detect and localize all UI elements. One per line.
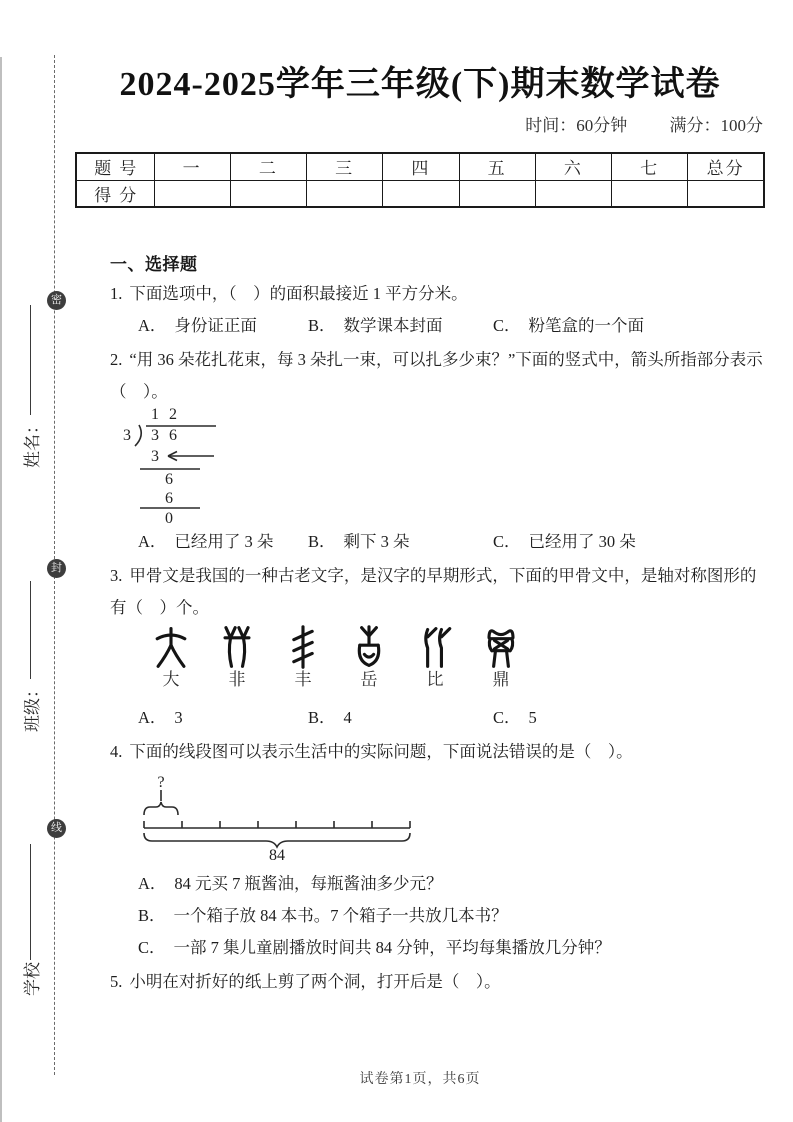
option-a-text: 84 元买 7 瓶酱油，每瓶酱油多少元？ — [174, 874, 443, 893]
question-3-text: 甲骨文是我国的一种古老文字，是汉字的早期形式，下面的甲骨文中，是轴对称图形的有（ ）个。 — [110, 566, 757, 617]
option-b — [308, 704, 493, 728]
section-heading: 一、选择题 — [110, 255, 198, 274]
score-table-score-row — [76, 180, 764, 207]
option-a-text: 身份证正面 — [174, 316, 257, 335]
page-number: 试卷第1页，共6页 — [359, 1072, 481, 1087]
oracle-glyph-yue-icon — [349, 624, 389, 670]
oracle-glyph-ding — [478, 624, 524, 690]
question-number-label: 题号 — [76, 153, 154, 180]
seal-char-feng: 封 — [47, 559, 66, 578]
option-b-text: 一个箱子放 84 本书。7 个箱子一共放几本书？ — [173, 906, 508, 925]
option-a-label: A． — [138, 708, 167, 727]
segment-unknown-label: ? — [157, 774, 165, 791]
question-2-text: “用 36 朵花扎花束，每 3 朵扎一束，可以扎多少束？”下面的竖式中，箭头所指部分表示（ ）。 — [110, 350, 763, 401]
col-4: 四 — [383, 153, 459, 180]
glyph-label: 鼎 — [492, 670, 510, 689]
option-c-label: C． — [138, 938, 166, 957]
question-4-text: 下面的线段图可以表示生活中的实际问题，下面说法错误的是（ ）。 — [129, 742, 633, 761]
col-2: 二 — [230, 153, 306, 180]
option-b-text: 4 — [343, 708, 352, 727]
division-dividend: 3 6 — [151, 427, 180, 444]
option-b-label: B． — [308, 316, 336, 335]
option-b-label: B． — [138, 906, 166, 925]
question-3-number: 3. — [110, 566, 123, 585]
oracle-glyph-feng-icon — [283, 624, 323, 670]
question-3 — [110, 560, 765, 730]
option-b-label: B． — [308, 708, 336, 727]
division-divisor: 3 — [123, 427, 134, 444]
oracle-glyph-bi — [412, 624, 458, 690]
score-table-header-row — [76, 153, 764, 180]
option-c-text: 粉笔盒的一个面 — [528, 316, 645, 335]
segment-overbrace — [144, 790, 178, 815]
exam-page — [75, 0, 765, 1122]
class-blank-line — [30, 581, 31, 679]
col-total: 总分 — [688, 153, 764, 180]
score-cell — [230, 180, 306, 207]
left-arrow-icon — [168, 452, 214, 461]
question-4-options — [110, 870, 765, 956]
option-b-text: 数学课本封面 — [343, 316, 443, 335]
class-label: 班级： — [22, 681, 42, 732]
option-b — [308, 528, 493, 552]
option-a — [110, 870, 765, 892]
oracle-glyph-bi-icon — [415, 624, 455, 670]
option-a — [138, 312, 308, 336]
oracle-bone-figure — [110, 624, 765, 690]
question-4 — [110, 736, 765, 956]
option-c-text: 已经用了 30 朵 — [528, 532, 636, 551]
oracle-glyph-ding-icon — [481, 624, 521, 670]
segment-underbrace — [144, 833, 410, 847]
question-5-text: 小明在对折好的纸上剪了两个洞，打开后是（ ）。 — [129, 972, 501, 991]
question-1-number: 1. — [110, 284, 123, 303]
option-c-label: C． — [493, 532, 521, 551]
option-c-label: C． — [493, 708, 521, 727]
exam-meta — [75, 111, 765, 136]
question-1-text: 下面选项中，（ ）的面积最接近 1 平方分米。 — [129, 284, 468, 303]
option-a — [138, 704, 308, 728]
option-c-label: C． — [493, 316, 521, 335]
option-b — [110, 902, 765, 924]
score-cell — [535, 180, 611, 207]
question-5-number: 5. — [110, 972, 123, 991]
option-b-text: 剩下 3 朵 — [343, 532, 410, 551]
division-step3: 6 — [165, 490, 176, 507]
name-field — [19, 288, 41, 468]
oracle-glyph-da-icon — [151, 624, 191, 670]
option-a-label: A． — [138, 316, 167, 335]
score-cell — [688, 180, 764, 207]
division-quotient: 1 2 — [151, 406, 180, 423]
option-a-text: 已经用了 3 朵 — [174, 532, 274, 551]
col-5: 五 — [459, 153, 535, 180]
option-a-label: A． — [138, 532, 167, 551]
segment-total-label: 84 — [269, 847, 285, 862]
option-b — [308, 312, 493, 336]
seal-char-mi: 密 — [47, 291, 66, 310]
col-3: 三 — [307, 153, 383, 180]
division-remainder: 0 — [165, 510, 176, 527]
name-blank-line — [30, 305, 31, 415]
division-lines — [116, 406, 246, 526]
glyph-label: 大 — [162, 670, 180, 689]
oracle-glyph-da — [148, 624, 194, 690]
option-c-text: 5 — [528, 708, 537, 727]
oracle-glyph-yue — [346, 624, 392, 690]
score-cell — [459, 180, 535, 207]
oracle-glyph-fei-icon — [217, 624, 257, 670]
score-label: 得分 — [76, 180, 154, 207]
glyph-label: 丰 — [294, 670, 312, 689]
option-a — [138, 528, 308, 552]
question-2 — [110, 344, 765, 554]
segment-line — [144, 821, 410, 828]
option-a-text: 3 — [174, 708, 183, 727]
question-2-number: 2. — [110, 350, 123, 369]
division-step1: 3 — [151, 448, 162, 465]
question-1 — [110, 278, 765, 338]
school-blank-line — [30, 844, 31, 960]
class-field — [19, 564, 41, 732]
long-division-figure — [116, 406, 246, 526]
score-cell — [154, 180, 230, 207]
option-c — [493, 312, 765, 336]
col-7: 七 — [612, 153, 688, 180]
oracle-glyph-feng — [280, 624, 326, 690]
question-2-options — [110, 526, 765, 554]
option-c-text: 一部 7 集儿童剧播放时间共 84 分钟，平均每集播放几分钟？ — [173, 938, 611, 957]
full-score: 满分：100分 — [669, 116, 763, 135]
name-label: 姓名： — [22, 417, 42, 468]
score-cell — [612, 180, 688, 207]
score-cell — [307, 180, 383, 207]
option-c — [493, 528, 765, 552]
question-1-options — [110, 310, 765, 338]
option-b-label: B． — [308, 532, 336, 551]
segment-diagram — [140, 770, 420, 862]
seal-char-xian: 线 — [47, 819, 66, 838]
division-step2: 6 — [165, 471, 176, 488]
school-label: 学校 — [22, 962, 42, 996]
col-6: 六 — [535, 153, 611, 180]
oracle-glyph-fei — [214, 624, 260, 690]
option-c — [110, 934, 765, 956]
question-4-number: 4. — [110, 742, 123, 761]
glyph-label: 非 — [228, 670, 246, 689]
time-limit: 时间：60分钟 — [525, 116, 628, 135]
score-table — [75, 152, 765, 208]
school-field — [19, 840, 41, 996]
question-3-options — [110, 702, 765, 730]
page-title: 2024-2025学年三年级(下)期末数学试卷 — [119, 66, 721, 103]
scan-edge-line — [0, 57, 2, 1122]
col-1: 一 — [154, 153, 230, 180]
question-5 — [110, 966, 765, 998]
glyph-label: 岳 — [360, 670, 378, 689]
option-a-label: A． — [138, 874, 167, 893]
glyph-label: 比 — [426, 670, 444, 689]
option-c — [493, 704, 765, 728]
question-area — [75, 250, 765, 998]
score-cell — [383, 180, 459, 207]
